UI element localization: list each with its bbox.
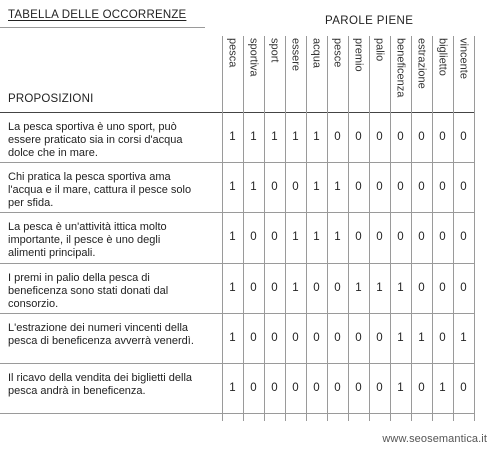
occurrence-cell: 0 <box>334 382 341 394</box>
occurrence-cell: 1 <box>229 181 236 193</box>
footer-url[interactable]: www.seosemantica.it <box>382 433 487 445</box>
occurrence-cell: 0 <box>418 181 425 193</box>
row-divider <box>0 313 474 314</box>
proposition-text: I premi in palio della pesca di beneficenza sono stati donati dal consorzio. <box>8 272 169 310</box>
occurrence-cell: 1 <box>460 332 467 344</box>
row-divider <box>0 263 474 264</box>
column-header <box>306 38 327 108</box>
occurrence-cell: 0 <box>460 231 467 243</box>
occurrence-cell: 0 <box>355 181 362 193</box>
column-header <box>432 38 453 108</box>
column-label: beneficenza <box>394 38 407 98</box>
occurrence-cell: 0 <box>292 181 299 193</box>
occurrence-cell: 1 <box>355 282 362 294</box>
column-label: pesca <box>226 38 239 68</box>
occurrence-cell: 1 <box>229 382 236 394</box>
occurrence-cell: 0 <box>439 231 446 243</box>
column-header <box>411 38 432 108</box>
occurrence-cell: 1 <box>397 382 404 394</box>
occurrence-cell: 0 <box>439 131 446 143</box>
occurrence-cell: 1 <box>229 332 236 344</box>
occurrence-cell: 0 <box>355 231 362 243</box>
occurrence-cell: 1 <box>334 231 341 243</box>
occurrence-cell: 1 <box>292 282 299 294</box>
occurrence-cell: 0 <box>376 181 383 193</box>
occurrence-cell: 0 <box>397 131 404 143</box>
occurrence-cell: 0 <box>271 282 278 294</box>
column-label: pesce <box>331 38 344 68</box>
occurrence-cell: 0 <box>334 282 341 294</box>
occurrence-cell: 1 <box>250 181 257 193</box>
occurrence-cell: 0 <box>313 382 320 394</box>
column-header <box>222 38 243 108</box>
row-divider <box>0 112 474 113</box>
column-label: sportiva <box>247 38 260 77</box>
occurrence-cell: 0 <box>460 282 467 294</box>
occurrence-cell: 0 <box>334 332 341 344</box>
column-header <box>327 38 348 108</box>
column-label: premio <box>352 38 365 72</box>
row-divider <box>0 413 474 414</box>
column-header <box>369 38 390 108</box>
proposition-text: La pesca sportiva è uno sport, può essere praticato sia in corsi d'acqua dolce che in mare. <box>8 121 183 159</box>
occurrence-cell: 1 <box>397 332 404 344</box>
occurrence-cell: 0 <box>460 131 467 143</box>
occurrence-cell: 0 <box>271 332 278 344</box>
occurrence-cell: 0 <box>376 332 383 344</box>
occurrence-cell: 1 <box>313 231 320 243</box>
occurrence-cell: 0 <box>271 231 278 243</box>
column-header <box>390 38 411 108</box>
occurrence-cell: 0 <box>250 382 257 394</box>
column-header <box>453 38 474 108</box>
occurrence-cell: 0 <box>460 382 467 394</box>
proposition-text: L'estrazione dei numeri vincenti della pesca di beneficenza avverrà venerdì. <box>8 322 194 347</box>
row-divider <box>0 363 474 364</box>
occurrence-cell: 0 <box>376 131 383 143</box>
row-divider <box>0 212 474 213</box>
occurrence-cell: 0 <box>418 131 425 143</box>
proposition-text: La pesca è un'attività ittica molto importante, il pesce è uno degli alimenti principali. <box>8 221 167 259</box>
column-label: palio <box>373 38 386 62</box>
column-header <box>243 38 264 108</box>
occurrence-cell: 0 <box>397 231 404 243</box>
occurrence-cell: 1 <box>250 131 257 143</box>
occurrence-cell: 0 <box>292 332 299 344</box>
occurrence-cell: 0 <box>334 131 341 143</box>
occurrence-cell: 1 <box>229 131 236 143</box>
proposition-text: Chi pratica la pesca sportiva ama l'acqua e il mare, cattura il pesce solo per sfida. <box>8 171 192 209</box>
occurrence-cell: 0 <box>439 332 446 344</box>
occurrence-cell: 0 <box>460 181 467 193</box>
occurrence-cell: 1 <box>418 332 425 344</box>
group-header: PAROLE PIENE <box>325 15 414 27</box>
row-divider <box>0 162 474 163</box>
column-header <box>348 38 369 108</box>
occurrence-cell: 0 <box>292 382 299 394</box>
column-header <box>264 38 285 108</box>
column-label: acqua <box>310 38 323 68</box>
occurrence-cell: 0 <box>250 282 257 294</box>
column-label: estrazione <box>415 38 428 89</box>
column-label: biglietto <box>436 38 449 76</box>
occurrence-cell: 0 <box>250 332 257 344</box>
occurrence-cell: 1 <box>334 181 341 193</box>
occurrence-cell: 0 <box>313 282 320 294</box>
occurrence-cell: 1 <box>271 131 278 143</box>
column-label: sport <box>268 38 281 63</box>
table-title: TABELLA DELLE OCCORRENZE <box>8 9 187 21</box>
row-header: PROPOSIZIONI <box>8 93 94 105</box>
proposition-text: Il ricavo della vendita dei biglietti della pesca andrà in beneficenza. <box>8 372 193 397</box>
occurrence-cell: 0 <box>418 231 425 243</box>
occurrence-cell: 1 <box>292 131 299 143</box>
occurrence-cell: 0 <box>397 181 404 193</box>
occurrence-cell: 0 <box>355 131 362 143</box>
occurrence-cell: 1 <box>376 282 383 294</box>
occurrence-cell: 1 <box>397 282 404 294</box>
occurrence-cell: 0 <box>355 382 362 394</box>
occurrence-cell: 0 <box>418 382 425 394</box>
column-header <box>285 38 306 108</box>
occurrence-cell: 1 <box>313 181 320 193</box>
occurrence-cell: 0 <box>250 231 257 243</box>
title-underline <box>0 27 205 28</box>
column-label: vincente <box>457 38 470 79</box>
occurrence-cell: 1 <box>229 282 236 294</box>
occurrence-cell: 0 <box>355 332 362 344</box>
column-label: essere <box>289 38 302 72</box>
occurrence-cell: 0 <box>271 181 278 193</box>
occurrence-cell: 1 <box>292 231 299 243</box>
occurrence-cell: 0 <box>271 382 278 394</box>
occurrence-cell: 0 <box>313 332 320 344</box>
occurrence-cell: 0 <box>439 282 446 294</box>
occurrence-cell: 0 <box>376 382 383 394</box>
occurrence-cell: 1 <box>229 231 236 243</box>
occurrence-cell: 0 <box>418 282 425 294</box>
occurrence-cell: 1 <box>439 382 446 394</box>
column-divider <box>474 36 475 421</box>
occurrence-cell: 0 <box>376 231 383 243</box>
occurrence-cell: 0 <box>439 181 446 193</box>
occurrence-cell: 1 <box>313 131 320 143</box>
